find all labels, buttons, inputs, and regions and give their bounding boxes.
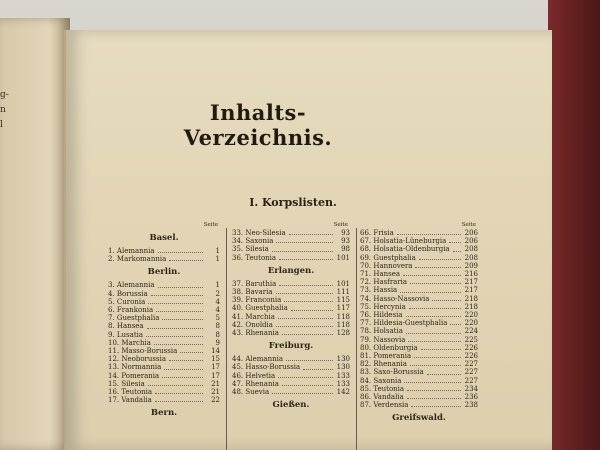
index-entry [360, 393, 478, 401]
leader-dots [282, 380, 333, 386]
entry-name: 4. Borussia [108, 289, 148, 298]
leader-dots [162, 372, 203, 378]
section-title: I. Korpslisten. [249, 196, 337, 209]
index-entry [232, 288, 350, 296]
leader-dots [155, 388, 203, 394]
entry-page: 227 [464, 376, 478, 385]
index-entry [360, 352, 478, 360]
index-column-1 [108, 222, 220, 422]
entry-page: 8 [215, 322, 220, 331]
book-spine [548, 0, 600, 450]
entry-page: 98 [341, 245, 350, 254]
entry-name: 35. Silesia [232, 245, 269, 254]
index-entry [108, 363, 220, 371]
entry-page: 218 [464, 302, 478, 311]
entry-name: 67. Holsatia-Lüneburgia [360, 237, 447, 246]
entry-page: 1 [215, 255, 220, 264]
leader-dots [148, 298, 203, 304]
city-heading: Berlin. [147, 267, 181, 278]
leader-dots [154, 339, 203, 345]
entry-page: 227 [464, 360, 478, 369]
index-entry [360, 229, 478, 237]
entry-page: 118 [336, 320, 350, 329]
entry-page: 22 [211, 396, 220, 405]
entry-page: 234 [464, 384, 478, 393]
leader-dots [453, 245, 461, 251]
entry-name: 44. Alemannia [232, 355, 284, 364]
entry-page: 128 [336, 329, 350, 338]
entry-page: 21 [211, 379, 220, 388]
leader-dots [408, 336, 461, 342]
leader-dots [279, 280, 333, 286]
column-divider [226, 228, 227, 450]
seite-label: Seite [461, 222, 476, 228]
index-entry [360, 262, 478, 270]
leader-dots [397, 229, 461, 235]
index-column-3 [360, 222, 478, 427]
leader-dots [279, 254, 333, 260]
city-heading: Erlangen. [267, 265, 315, 276]
leader-dots [147, 322, 203, 328]
entry-page: 101 [336, 279, 350, 288]
entry-name: 81. Pomerania [360, 352, 412, 361]
city-heading: Basel. [149, 233, 179, 243]
city-heading: Bern. [150, 408, 178, 419]
city-heading: Greifswald. [392, 413, 446, 424]
entry-name: 2. Markomannia [108, 255, 167, 264]
leader-dots [151, 290, 203, 296]
entry-name: 70. Hannovera [360, 261, 413, 270]
entry-page: 225 [464, 335, 478, 344]
entry-name: 43. Rhenania [232, 329, 279, 338]
leader-dots [276, 321, 333, 327]
leader-dots [415, 262, 461, 268]
entry-page: 118 [336, 312, 350, 321]
entry-name: 6. Frankonia [108, 306, 154, 315]
entry-page: 14 [211, 347, 220, 356]
leader-dots [155, 396, 203, 402]
leader-dots [272, 388, 333, 394]
entry-name: 17. Vandalia [108, 396, 152, 405]
seite-label: Seite [203, 222, 218, 228]
entry-name: 77. Hildesia-Guestphalia [360, 319, 448, 328]
entry-page: 236 [464, 393, 478, 402]
entry-name: 74. Hasso-Nassovia [360, 294, 430, 303]
index-entry [232, 355, 350, 363]
index-entry [108, 347, 220, 355]
leader-dots [286, 355, 333, 361]
entry-page: 220 [464, 319, 478, 328]
leader-dots [404, 377, 461, 383]
index-entry [232, 237, 350, 245]
index-entry [232, 372, 350, 380]
index-entry [360, 270, 478, 278]
index-entry [360, 377, 478, 385]
entry-name: 72. Hasfraria [360, 278, 408, 287]
entry-page: 208 [464, 253, 478, 262]
index-entry [232, 363, 350, 371]
entry-name: 8. Hansea [108, 322, 144, 331]
leader-dots [148, 380, 203, 386]
entry-page: 15 [211, 355, 220, 364]
leader-dots [409, 303, 461, 309]
index-entry [360, 368, 478, 376]
entry-name: 71. Hansea [360, 270, 401, 279]
entry-name: 48. Suevia [232, 388, 270, 397]
leader-dots [411, 401, 461, 407]
leader-dots [400, 286, 461, 292]
entry-page: 238 [464, 401, 478, 410]
leader-dots [421, 344, 461, 350]
entry-name: 33. Neo-Silesia [232, 229, 286, 237]
entry-page: 17 [211, 363, 220, 372]
entry-page: 117 [336, 304, 350, 313]
leader-dots [406, 327, 461, 333]
index-entry [360, 245, 478, 253]
entry-name: 10. Marchia [108, 338, 151, 347]
left-page-text: g- n l [0, 90, 9, 130]
entry-page: 226 [464, 343, 478, 352]
leader-dots [284, 296, 333, 302]
leader-dots [410, 360, 461, 366]
index-entry [232, 280, 350, 288]
index-entry [360, 401, 478, 409]
entry-name: 45. Hasso-Borussia [232, 363, 301, 372]
index-entry [360, 303, 478, 311]
column-divider [356, 228, 357, 450]
index-entry [360, 295, 478, 303]
leader-dots [419, 254, 461, 260]
entry-name: 40. Guestphalia [232, 304, 288, 313]
index-entry [360, 278, 478, 286]
entry-name: 85. Teutonia [360, 384, 405, 393]
entry-name: 1. Alemannia [108, 247, 155, 255]
entry-name: 47. Rhenania [232, 379, 279, 388]
index-entry [108, 314, 220, 322]
index-entry [232, 329, 350, 337]
leader-dots [406, 311, 461, 317]
entry-name: 80. Oldenburgia [360, 343, 418, 352]
leader-dots [450, 319, 461, 325]
leader-dots [276, 288, 333, 294]
index-entry [108, 247, 220, 255]
city-heading: Freiburg. [268, 341, 314, 352]
index-entry [108, 372, 220, 380]
leader-dots [158, 281, 203, 287]
entry-page: 4 [215, 306, 220, 315]
leader-dots [169, 255, 203, 261]
entry-page: 209 [464, 261, 478, 270]
index-entry [108, 331, 220, 339]
entry-name: 79. Nassovia [360, 335, 406, 344]
entry-name: 75. Hercynia [360, 302, 406, 311]
entry-page: 133 [336, 379, 350, 388]
seite-label: Seite [333, 222, 348, 228]
leader-dots [278, 372, 333, 378]
entry-name: 7. Guestphalia [108, 314, 160, 323]
entry-page: 217 [464, 278, 478, 287]
index-entry [108, 290, 220, 298]
leader-dots [407, 385, 461, 391]
entry-name: 83. Saxo-Borussia [360, 368, 424, 377]
index-entry [232, 388, 350, 396]
entry-page: 218 [464, 294, 478, 303]
leader-dots [414, 352, 461, 358]
entry-name: 3. Alemannia [108, 281, 155, 290]
entry-name: 14. Pomerania [108, 371, 160, 380]
index-entry [232, 304, 350, 312]
entry-page: 93 [341, 229, 350, 237]
entry-name: 69. Guestphalia [360, 253, 416, 262]
entry-name: 46. Helvetia [232, 371, 276, 380]
leader-dots [180, 347, 203, 353]
leader-dots [407, 393, 461, 399]
index-entry [232, 380, 350, 388]
index-entry [108, 388, 220, 396]
entry-name: 73. Hassia [360, 286, 398, 295]
entry-page: 217 [464, 286, 478, 295]
entry-page: 226 [464, 352, 478, 361]
index-entry [108, 298, 220, 306]
index-entry [360, 327, 478, 335]
entry-page: 227 [464, 368, 478, 377]
leader-dots [156, 306, 203, 312]
leader-dots [272, 245, 333, 251]
index-entry [232, 321, 350, 329]
entry-page: 220 [464, 311, 478, 320]
index-entry [360, 237, 478, 245]
entry-page: 206 [464, 237, 478, 246]
entry-page: 206 [464, 229, 478, 237]
entry-page: 133 [336, 371, 350, 380]
leader-dots [164, 363, 203, 369]
entry-page: 142 [336, 388, 350, 397]
entry-name: 42. Onoldia [232, 320, 273, 329]
entry-page: 2 [215, 289, 220, 298]
index-column-2 [232, 222, 350, 414]
entry-name: 34. Saxonia [232, 237, 274, 246]
entry-page: 93 [341, 237, 350, 246]
entry-name: 37. Baruthia [232, 279, 277, 288]
entry-name: 84. Saxonia [360, 376, 402, 385]
index-entry [232, 296, 350, 304]
leader-dots [291, 304, 333, 310]
index-entry [108, 396, 220, 404]
leader-dots [162, 314, 203, 320]
entry-page: 1 [215, 281, 220, 290]
entry-name: 13. Normannia [108, 363, 162, 372]
index-entry [360, 254, 478, 262]
entry-page: 208 [464, 245, 478, 254]
entry-name: 82. Rhenania [360, 360, 407, 369]
index-entry [232, 313, 350, 321]
entry-page: 115 [336, 296, 350, 305]
entry-page: 130 [336, 355, 350, 364]
entry-name: 36. Teutonia [232, 253, 277, 262]
leader-dots [303, 363, 333, 369]
leader-dots [158, 247, 203, 253]
index-entry [360, 344, 478, 352]
entry-page: 9 [215, 338, 220, 347]
leader-dots [432, 295, 461, 301]
leader-dots [169, 355, 203, 361]
entry-page: 8 [215, 330, 220, 339]
index-entry [360, 286, 478, 294]
entry-page: 224 [464, 327, 478, 336]
index-entry [108, 306, 220, 314]
index-entry [108, 322, 220, 330]
entry-name: 87. Verdensia [360, 401, 409, 410]
entry-page: 216 [464, 270, 478, 279]
entry-page: 4 [215, 297, 220, 306]
index-entry [360, 360, 478, 368]
entry-page: 5 [215, 314, 220, 323]
city-heading: Gießen. [272, 400, 310, 411]
index-entry [232, 229, 350, 237]
leader-dots [289, 229, 333, 235]
index-entry [360, 336, 478, 344]
index-entry [232, 245, 350, 253]
entry-page: 101 [336, 253, 350, 262]
leader-dots [403, 270, 461, 276]
index-entry [360, 319, 478, 327]
entry-name: 16. Teutonia [108, 388, 153, 397]
entry-name: 66. Frisia [360, 229, 394, 237]
entry-name: 12. Neoborussia [108, 355, 166, 364]
index-entry [108, 281, 220, 289]
entry-name: 86. Vandalia [360, 393, 404, 402]
entry-name: 38. Bavaria [232, 288, 273, 297]
entry-name: 41. Marchia [232, 312, 275, 321]
leader-dots [282, 329, 333, 335]
index-entry [108, 255, 220, 263]
leader-dots [410, 278, 461, 284]
entry-page: 17 [211, 371, 220, 380]
index-entry [360, 385, 478, 393]
entry-name: 76. Hildesia [360, 311, 403, 320]
entry-name: 5. Curonia [108, 297, 146, 306]
index-entry [360, 311, 478, 319]
entry-page: 130 [336, 363, 350, 372]
entry-page: 111 [336, 288, 350, 297]
leader-dots [278, 313, 333, 319]
leader-dots [427, 368, 461, 374]
entry-name: 15. Silesia [108, 379, 145, 388]
entry-page: 1 [215, 247, 220, 255]
index-entry [108, 380, 220, 388]
entry-name: 11. Masso-Borussia [108, 347, 178, 356]
index-entry [108, 339, 220, 347]
entry-name: 9. Lusatia [108, 330, 144, 339]
entry-name: 68. Holsatia-Oldenburgia [360, 245, 450, 254]
index-entry [108, 355, 220, 363]
entry-name: 78. Holsatia [360, 327, 403, 336]
left-page [0, 18, 70, 450]
leader-dots [276, 237, 333, 243]
page-title: Inhalts-Verzeichnis. [183, 100, 333, 150]
index-entry [232, 254, 350, 262]
leader-dots [449, 237, 461, 243]
leader-dots [146, 331, 203, 337]
entry-page: 21 [211, 388, 220, 397]
entry-name: 39. Franconia [232, 296, 282, 305]
